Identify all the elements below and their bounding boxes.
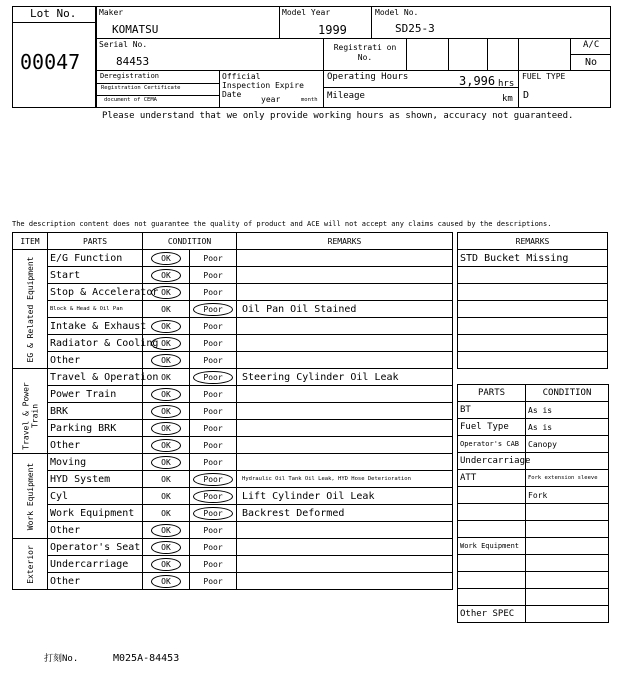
- table-row: [13, 318, 453, 335]
- condition-ok-cell: [143, 488, 190, 505]
- part-name: Other: [48, 437, 143, 454]
- parts-row: [458, 538, 609, 555]
- parts-name: Undercarriage: [458, 453, 526, 470]
- table-row: [13, 420, 453, 437]
- remark-cell: [237, 250, 453, 267]
- parts-condition: [526, 555, 609, 572]
- table-row: [13, 539, 453, 556]
- part-name: Cyl: [48, 488, 143, 505]
- maker-label: Maker: [99, 8, 124, 17]
- condition-ok: OK: [161, 372, 171, 382]
- condition-ok-cell: [143, 454, 190, 471]
- condition-table: [12, 232, 453, 590]
- part-name: Parking BRK: [48, 420, 143, 437]
- part-name: Power Train: [48, 386, 143, 403]
- condition-ok-cell: [143, 573, 190, 590]
- condition-poor: Poor: [203, 287, 223, 297]
- condition-poor-cell: [190, 386, 237, 403]
- part-name: Radiator & Cooling: [48, 335, 143, 352]
- selected-condition-ok: OK: [151, 439, 181, 452]
- condition-poor-cell: [190, 505, 237, 522]
- parts-condition: As is: [526, 402, 609, 419]
- item-header: ITEM: [13, 233, 48, 250]
- remark-cell: Hydraulic Oil Tank Oil Leak, HYD Hose Deterioration: [237, 471, 453, 488]
- table-row: [13, 386, 453, 403]
- parts-condition: [526, 606, 609, 623]
- parts-condition: [526, 589, 609, 606]
- selected-condition-ok: OK: [151, 354, 181, 367]
- part-name: BRK: [48, 403, 143, 420]
- condition-ok-cell: [143, 556, 190, 573]
- parts-name: Other SPEC: [458, 606, 526, 623]
- parts-row: [458, 521, 609, 538]
- remarks-line: [458, 267, 608, 284]
- table-row: [13, 250, 453, 267]
- stamp-number: M025A-84453: [113, 653, 180, 664]
- condition-poor: Poor: [203, 457, 223, 467]
- remarks-line: [458, 318, 608, 335]
- year-label: year: [261, 95, 281, 104]
- parts-name: Operator's CAB: [458, 436, 526, 453]
- condition-poor: Poor: [203, 423, 223, 433]
- condition-poor-cell: [190, 267, 237, 284]
- selected-condition-ok: OK: [151, 337, 181, 350]
- parts-row: [458, 572, 609, 589]
- parts-condition: Fork: [526, 487, 609, 504]
- part-name: Start: [48, 267, 143, 284]
- remark-cell: Steering Cylinder Oil Leak: [237, 369, 453, 386]
- remarks-row: [458, 335, 608, 352]
- condition-poor-cell: [190, 250, 237, 267]
- condition-poor: Poor: [203, 525, 223, 535]
- selected-condition-ok: OK: [151, 252, 181, 265]
- parts-row: [458, 555, 609, 572]
- parts-table: [457, 384, 609, 623]
- part-name: Undercarriage: [48, 556, 143, 573]
- parts-row: [458, 504, 609, 521]
- parts-row: [458, 606, 609, 623]
- description-notice: The description content does not guarantee the quality of product and ACE will not accept any claims caused by the descriptions.: [12, 220, 552, 228]
- condition-poor-cell: [190, 335, 237, 352]
- part-name: Block & Head & Oil Pan: [48, 301, 143, 318]
- remarks-row: [458, 267, 608, 284]
- condition-poor-cell: [190, 301, 237, 318]
- parts-table-parts-header: PARTS: [458, 385, 526, 402]
- condition-poor-cell: [190, 471, 237, 488]
- item-group-label: Travel & Power Train: [21, 381, 39, 450]
- remarks-row: [458, 284, 608, 301]
- table-row: [13, 556, 453, 573]
- operating-hours-value: 3,996: [459, 74, 496, 88]
- selected-condition-ok: OK: [151, 558, 181, 571]
- item-group-label: Exterior: [25, 544, 35, 584]
- parts-name: Work Equipment: [458, 538, 526, 555]
- ac-value: No: [585, 57, 598, 68]
- part-name: Moving: [48, 454, 143, 471]
- condition-poor-cell: [190, 420, 237, 437]
- remark-cell: [237, 522, 453, 539]
- table-row: [13, 369, 453, 386]
- selected-condition-ok: OK: [151, 524, 181, 537]
- remarks-header: REMARKS: [237, 233, 453, 250]
- parts-condition: [526, 572, 609, 589]
- fuel-type-label: FUEL TYPE: [522, 72, 566, 81]
- remark-cell: [237, 437, 453, 454]
- selected-condition-ok: OK: [151, 541, 181, 554]
- month-label: month: [301, 97, 318, 103]
- official-inspection-label: Official Inspection Expire Date: [222, 72, 304, 99]
- condition-poor-cell: [190, 454, 237, 471]
- condition-ok-cell: [143, 505, 190, 522]
- condition-poor: Poor: [203, 440, 223, 450]
- remark-cell: [237, 335, 453, 352]
- remarks-row: [458, 301, 608, 318]
- hours-notice: Please understand that we only provide working hours as shown, accuracy not guaranteed.: [102, 111, 574, 121]
- remarks-row: [458, 352, 608, 369]
- condition-poor: Poor: [203, 270, 223, 280]
- parts-name: BT: [458, 402, 526, 419]
- fuel-type-value: D: [523, 90, 530, 101]
- table-row: [13, 488, 453, 505]
- selected-condition-poor: Poor: [193, 490, 232, 503]
- part-name: Operator's Seat: [48, 539, 143, 556]
- table-row: [13, 267, 453, 284]
- remark-cell: [237, 556, 453, 573]
- parts-row: [458, 470, 609, 487]
- table-row: [13, 284, 453, 301]
- item-group-cell: [13, 454, 48, 539]
- condition-poor-cell: [190, 573, 237, 590]
- table-row: [13, 454, 453, 471]
- condition-poor: Poor: [203, 389, 223, 399]
- table-row: [13, 403, 453, 420]
- part-name: Other: [48, 522, 143, 539]
- remark-cell: [237, 386, 453, 403]
- condition-ok-cell: [143, 318, 190, 335]
- condition-ok-cell: [143, 352, 190, 369]
- hrs-label: hrs: [498, 79, 515, 89]
- deregistration-label: Deregistration: [100, 72, 160, 80]
- condition-poor-cell: [190, 522, 237, 539]
- selected-condition-ok: OK: [151, 405, 181, 418]
- selected-condition-poor: Poor: [193, 473, 232, 486]
- condition-poor-cell: [190, 403, 237, 420]
- parts-name: Fuel Type: [458, 419, 526, 436]
- table-row: [13, 522, 453, 539]
- serial-label: Serial No.: [99, 40, 148, 49]
- parts-table-condition-header: CONDITION: [526, 385, 609, 402]
- parts-condition: [526, 521, 609, 538]
- remarks-row: [458, 318, 608, 335]
- selected-condition-ok: OK: [151, 286, 181, 299]
- condition-poor-cell: [190, 488, 237, 505]
- condition-ok: OK: [161, 508, 171, 518]
- parts-condition: [526, 538, 609, 555]
- condition-poor: Poor: [203, 576, 223, 586]
- condition-ok: OK: [161, 491, 171, 501]
- condition-ok-cell: [143, 250, 190, 267]
- part-name: Other: [48, 573, 143, 590]
- registration-cert-label: Registration Certificate: [101, 85, 181, 91]
- selected-condition-ok: OK: [151, 388, 181, 401]
- remark-cell: [237, 403, 453, 420]
- condition-poor: Poor: [203, 559, 223, 569]
- km-label: km: [502, 94, 513, 104]
- parts-condition: Canopy: [526, 436, 609, 453]
- condition-ok-cell: [143, 267, 190, 284]
- item-group-label: EG & Related Equipment: [25, 256, 35, 362]
- remarks-line: [458, 301, 608, 318]
- selected-condition-ok: OK: [151, 269, 181, 282]
- model-no-label: Model No.: [375, 8, 419, 17]
- condition-poor-cell: [190, 352, 237, 369]
- condition-poor-cell: [190, 369, 237, 386]
- table-row: [13, 335, 453, 352]
- condition-poor-cell: [190, 284, 237, 301]
- remark-cell: [237, 539, 453, 556]
- parts-condition: [526, 504, 609, 521]
- parts-name: [458, 589, 526, 606]
- table-row: [13, 505, 453, 522]
- condition-header: CONDITION: [143, 233, 237, 250]
- condition-ok-cell: [143, 437, 190, 454]
- parts-row: [458, 453, 609, 470]
- condition-poor: Poor: [203, 355, 223, 365]
- condition-ok: OK: [161, 304, 171, 314]
- parts-name: [458, 504, 526, 521]
- condition-ok-cell: [143, 471, 190, 488]
- parts-name: [458, 487, 526, 504]
- remark-cell: Lift Cylinder Oil Leak: [237, 488, 453, 505]
- condition-poor-cell: [190, 556, 237, 573]
- remarks-line: [458, 335, 608, 352]
- ac-label: A/C: [583, 40, 600, 50]
- registration-label: Registrati on No.: [333, 43, 397, 62]
- operating-hours-label: Operating Hours: [327, 72, 409, 82]
- selected-condition-poor: Poor: [193, 371, 232, 384]
- condition-poor: Poor: [203, 321, 223, 331]
- parts-row: [458, 419, 609, 436]
- parts-header: PARTS: [48, 233, 143, 250]
- remarks-box: [457, 232, 608, 369]
- part-name: Stop & Accelerator: [48, 284, 143, 301]
- parts-name: [458, 572, 526, 589]
- condition-poor-cell: [190, 437, 237, 454]
- table-row: [13, 352, 453, 369]
- serial-value: 84453: [116, 55, 150, 68]
- remarks-row: [458, 250, 608, 267]
- remark-cell: Oil Pan Oil Stained: [237, 301, 453, 318]
- selected-condition-ok: OK: [151, 575, 181, 588]
- document-cema-label: document of CEMA: [104, 97, 157, 103]
- part-name: E/G Function: [48, 250, 143, 267]
- condition-ok-cell: [143, 420, 190, 437]
- condition-ok-cell: [143, 301, 190, 318]
- model-no-value: SD25-3: [395, 22, 435, 35]
- mileage-label: Mileage: [327, 91, 365, 101]
- table-row: [13, 471, 453, 488]
- condition-poor: Poor: [203, 406, 223, 416]
- table-row: [13, 301, 453, 318]
- part-name: HYD System: [48, 471, 143, 488]
- condition-poor: Poor: [203, 542, 223, 552]
- remarks-line: [458, 352, 608, 369]
- parts-condition: Fork extension sleeve: [526, 470, 609, 487]
- parts-name: [458, 555, 526, 572]
- parts-name: ATT: [458, 470, 526, 487]
- maker-value: KOMATSU: [112, 23, 159, 36]
- table-row: [13, 437, 453, 454]
- selected-condition-poor: Poor: [193, 303, 232, 316]
- item-group-cell: [13, 250, 48, 369]
- selected-condition-ok: OK: [151, 422, 181, 435]
- parts-row: [458, 589, 609, 606]
- condition-ok-cell: [143, 386, 190, 403]
- part-name: Work Equipment: [48, 505, 143, 522]
- condition-poor-cell: [190, 539, 237, 556]
- remarks-line: STD Bucket Missing: [458, 250, 608, 267]
- remarks-line: [458, 284, 608, 301]
- condition-poor-cell: [190, 318, 237, 335]
- remark-cell: [237, 420, 453, 437]
- remark-cell: [237, 454, 453, 471]
- condition-ok-cell: [143, 522, 190, 539]
- condition-poor: Poor: [203, 253, 223, 263]
- condition-poor: Poor: [203, 338, 223, 348]
- table-row: [13, 573, 453, 590]
- remark-cell: Backrest Deformed: [237, 505, 453, 522]
- item-group-cell: [13, 539, 48, 590]
- selected-condition-ok: OK: [151, 320, 181, 333]
- part-name: Other: [48, 352, 143, 369]
- model-year-value: 1999: [318, 23, 347, 37]
- remark-cell: [237, 352, 453, 369]
- remarks-box-header: REMARKS: [458, 233, 608, 250]
- parts-name: [458, 521, 526, 538]
- selected-condition-poor: Poor: [193, 507, 232, 520]
- condition-ok-cell: [143, 403, 190, 420]
- item-group-cell: [13, 369, 48, 454]
- remark-cell: [237, 267, 453, 284]
- model-year-label: Model Year: [282, 8, 331, 17]
- part-name: Travel & Operation: [48, 369, 143, 386]
- remark-cell: [237, 573, 453, 590]
- condition-ok-cell: [143, 539, 190, 556]
- remark-cell: [237, 284, 453, 301]
- parts-condition: As is: [526, 419, 609, 436]
- parts-row: [458, 436, 609, 453]
- lot-number: 00047: [20, 50, 81, 74]
- remark-cell: [237, 318, 453, 335]
- condition-ok: OK: [161, 474, 171, 484]
- parts-row: [458, 487, 609, 504]
- lot-label: Lot No.: [30, 7, 77, 20]
- part-name: Intake & Exhaust: [48, 318, 143, 335]
- stamp-label: 打刻No.: [44, 654, 79, 664]
- selected-condition-ok: OK: [151, 456, 181, 469]
- parts-condition: [526, 453, 609, 470]
- parts-row: [458, 402, 609, 419]
- item-group-label: Work Equipment: [25, 462, 35, 530]
